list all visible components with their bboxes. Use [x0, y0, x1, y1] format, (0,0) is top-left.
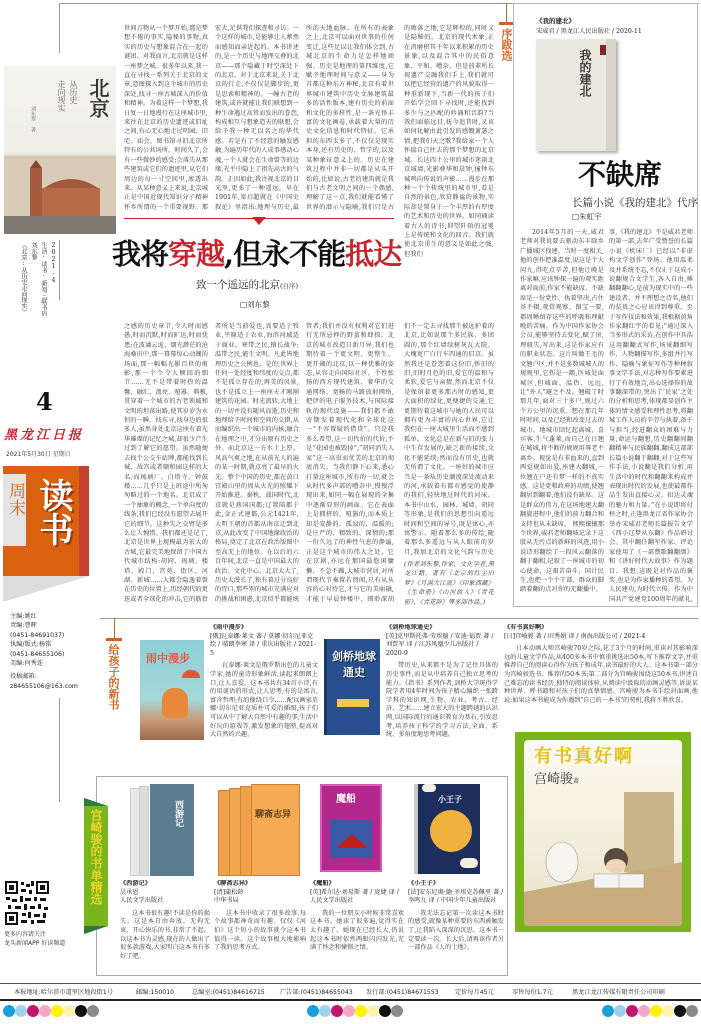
registration-dot	[87, 1005, 99, 1017]
beijing-info-line: 刘东黎	[30, 242, 37, 260]
preface-subtitle: 长篇小说《我的建北》代序	[572, 197, 698, 209]
kids-book-title: 《雨中漫步》	[210, 624, 248, 631]
footer-editor-office: 总编室:(0451)84616715	[192, 989, 265, 996]
registration-dot	[674, 1005, 686, 1017]
beijing-cover-author: 刘东黎 著	[30, 106, 36, 132]
qr-caption	[4, 930, 65, 948]
kids-book-title: 《剑桥地球通史》	[386, 624, 436, 631]
miyazaki-cover-liaozhai	[218, 784, 300, 876]
editor-line: 主编:姚红	[10, 613, 37, 620]
beijing-info-line: 《北京:从历史走向现实》	[20, 242, 27, 315]
registration-dot	[51, 1005, 63, 1017]
article-column: 世间万物从一个梦开始,那是梦想不倦的事实,隐秘的事物,真实的历史与想象混合在一起的谜团。对我而言,北京就是这样一座梦之城。很多年以来,我一直在寻找一系列关于北京的文章,意图探入到这个城市的历史深处,找寻一座古城深入的价值和精神。为着这样一个梦想,我日复一日地漫行在这座城市里,来往在北京的历史遗迹或旧址之间,有心无心地走过明园、旧宅、庙会、图书馆寻旧北京所特有的公共场所。时间久了,会有一些微妙的感受;会落失从那些建筑或它们的遗迹里,从它们周边的每一寸空间里,渗透出来。从某种意义上来说,北京城正是中国近现代知识分子精神怀乡所谓的一个重要视野。那	[124, 25, 208, 211]
article-subtitle-note: (自序)	[280, 282, 299, 290]
miyazaki-book-meta: [英]希尔达·刘易斯 著 / 庞婕 译 / 人民文学出版社	[310, 888, 399, 905]
author-note: (作者刘东黎,作家、文化学者,黑龙江籍。著有《北京的红尘旧梦》《月满大江流》《印象西藏》《生命册》《山河故人》《青花影》、《青花辞》等多部作品。)	[404, 561, 494, 606]
miyazaki-book-title: 《小王子》	[408, 880, 439, 887]
top-left-rule	[59, 3, 60, 53]
email-label: 投稿邮箱:	[10, 673, 37, 681]
headline-part-red: 抵达	[345, 237, 402, 271]
miyazaki-cover-little-prince	[414, 784, 480, 874]
miyazaki-book-title: 《聊斋志异》	[214, 880, 252, 887]
footer-price-monthly: 定价每月45元	[455, 989, 494, 996]
beijing-book-info	[16, 242, 58, 342]
kids-tag-rule	[114, 618, 115, 640]
beijing-cover-subtitle-2: 走向现实	[57, 80, 66, 112]
kids-book-meta: [英]克里斯托弗·劳埃德 / 安迪·福贾 著 / 刘贾军 译 / 江苏凤凰少儿出版社 / 2020-9	[386, 632, 494, 657]
registration-dot	[614, 1005, 626, 1017]
registration-dot	[15, 1005, 27, 1017]
miyazaki-book-info	[310, 880, 404, 972]
beijing-info-line: 2021-4	[50, 242, 57, 284]
preface-byline: □朱虹宇	[572, 212, 602, 221]
registration-dot	[3, 1005, 15, 1017]
rain-cover-title: 雨中漫步	[146, 652, 190, 665]
submission-email[interactable]: z84655106@163.com	[10, 682, 78, 690]
article-subtitle-text: 致一个遥远的北京	[196, 279, 280, 291]
main-headline	[112, 236, 400, 272]
registration-dot	[650, 1005, 662, 1017]
footer-price-single: 零售每份1.7元	[512, 989, 553, 996]
preface-column: 事,《我的建北》不是威君老师的第一部,去年广受赞誉的长篇小说《机床厂》已经以“非虚构文学创作”登场。他用温柔及并系统不忘,不仅止于这成小说翻规合文学生,各入自由,捶翻翻翻心,是前为现实中的一些建设者、并不理想之诗名,他们的贫贵之心应该得到尊重。至于写作技法和效果,我根据黄角作家翻红宇的看见:“通过深入当多形式的采访,在创作中具浩这用翻翻式写作,场景翻细写作、人物翻描写作,多组并行写作、隐喻与象征写作等种种叙事文学手法,对志种写作要素进行了有效地合,出心选择你的故事翻深带的,突出了‘民家’之处的分析和思考,体现都显创作主体的情文感受和理性思考,将翻城工作人员的辛劳与执着,备千与担当,经进翻众的困难与力量,命运与翻想,历史翻翻间翻翻精神与民族翻翻,翻成这部部长篇小说翻于翻翻,对于这些写作手法,小说翻是我们分析,用生活中的时代和翻翻来构成并表现出时代的发展,也使最都作品生发出直接心灵、扣达灵魂的魅力和力量。”在小说即将付梓之时,正逢黑龙江省作家协会举办宋威君老师长篇报告文学《西小辽梦从东翻》作品研讨会。其中翻任翻军作家、评论家使用了《一部赞歌翻翻颂》和《讲好时代大故事》作为题目。我想,这既是对作品的褒奖,也是为作家播种的希望。为人民建功,为时代立传。作为中国共产党建党100周年的献礼,	[609, 229, 693, 602]
registration-dot	[319, 1005, 331, 1017]
miyazaki-cover-moship	[320, 784, 382, 872]
miyazaki-cover-author-suffix: 著	[573, 778, 580, 785]
miyazaki-book-info	[214, 880, 306, 972]
registration-dot	[343, 1005, 355, 1017]
beijing-book-cover	[4, 66, 116, 234]
kids-tag-bar	[106, 638, 122, 641]
beijing-cover-subtitle-1: 从历史	[69, 80, 78, 104]
qr-caption-line: 龙头新闻APP 好读频道	[4, 940, 66, 947]
article-column: 所的天地血脉。在所有的表象之上,北京可以面对世事的任何变迁,这些足以让我们体会到,古城北京的生命力是怎样地顽强。历史是地理的第四维度,它赋予地理时间与意义——身为首都这种东方神秘,北京有着世界城市建筑中历史文脉建筑最多的活性版本,建有历史的前面和文化的多样性,是一条光怪丰富的文化画卷,承载着大量的历史文化信息和时代特征。它承担的东西太多了,不仅仅是现实本身,还有历史的、哲学的,以及某种象征意义上的。历史在建筑过程中并非一切都是从头开始的,比如说,古老的建筑就是我们与古老文明之间的一个偶感,理解了这一点,我们就能看懂了世界的潜示与隐喻,我们只是古	[306, 25, 394, 211]
miyazaki-book-body: 我的一位朋友小时候非常喜欢这本书。她读了很多遍,觉得实在太有趣了。她现在已经长大,仍说起这本书时依然两眼闪闪发光,充满了怀念和憧憬之情。	[310, 909, 404, 952]
footer-address: 本报地址:哈尔滨市道里区地段街1号	[14, 989, 113, 996]
kids-book-info	[504, 624, 698, 728]
page-number: 4	[36, 387, 53, 416]
miyazaki-book-body: 这本书中收录了很多故事,每个故事都神奇而有趣。仅仅《河伯》这个短小的故事就令这本书值得一读。这个故事极大地影响了我的思考方式。	[214, 909, 306, 952]
editor-line: (0451-84691037)	[10, 631, 65, 639]
editor-line: 美编:何秀连	[10, 660, 44, 668]
miyazaki-cover-author	[534, 772, 579, 790]
registration-dot	[39, 1005, 51, 1017]
miyazaki-section-tag: 宫崎骏的书单精选	[89, 809, 103, 905]
registration-dot	[63, 1005, 75, 1017]
left-rule-2	[59, 698, 60, 802]
beijing-cover-title: 北京	[86, 78, 110, 118]
registration-marks-center	[307, 1005, 403, 1017]
liaozhai-cover-title: 聊斋志异	[255, 810, 292, 820]
editor-line: (0451-84655106)	[10, 650, 65, 658]
miyazaki-book-body: 这本书很有趣!不读是你的损失。这是本自由奔放、无拘无束、开心快乐的书,非常了不起。以这本书为灵感,现在的人做出了很多款游戏,大家明白这本书有多好了吧。	[120, 909, 210, 960]
kids-book-meta: [日]宫崎骏 著 / 田秀娟 译 / 南海出版公司 / 2021-4	[504, 632, 646, 640]
moship-cover-title: 魔船	[336, 794, 356, 805]
kids-book-cover-rain	[140, 640, 204, 740]
little-prince-cover-title: 小王子	[438, 794, 462, 804]
miyazaki-book-info	[408, 880, 504, 972]
registration-dot	[638, 1005, 650, 1017]
boy-reading-illustration	[524, 792, 682, 926]
footer-rule-bottom	[0, 999, 701, 1001]
headline-part: ,但永不能	[224, 237, 346, 271]
headline-part: 我将	[112, 237, 169, 271]
miyazaki-cover-title: 有书真好啊	[534, 746, 634, 767]
footer-info	[0, 987, 701, 997]
kids-book-cover-cambridge	[324, 639, 380, 735]
miyazaki-book-meta: 中华书局	[214, 897, 239, 905]
article-byline: □刘东黎	[240, 300, 270, 309]
registration-dot	[686, 1005, 698, 1017]
miyazaki-book-body: 我无法忘记第一次读这本书时的感受,就像某种重要的东西被触发了,让我陷入深深的沉思。这本书一定要读一次。长大后,请再读作者另一部作品《人的土地》。	[408, 909, 504, 952]
registration-dot	[662, 1005, 674, 1017]
preface-book-meta: 宋威君 / 黑龙江人民出版社 / 2020-11	[536, 28, 642, 35]
kids-book-info	[210, 624, 318, 770]
kids-book-body: 日本动画大师宫崎骏70岁之际,花了3个月的时间,重读对其影响深远的儿童文学作品,从400多本书中慎重挑选出50本,写下推荐文字,并重推荐自己的阅读心得作为孩子和成年,读书最好的大人。这本书第一部分为宫崎骏选书、推荐的50本书;第二部分为宫崎骏围绕这50本书,讲述自己难忘的读书经历,独特的阅读体验,从阅读中汲取的动画灵感等,诉说某种世界、呼书籍和对孩子们的真挚情感。宫崎骏为本书手绘封面画,他说:如果这本书能成为你遇到"自己的一本书"的契机,我将不胜欣喜。	[504, 645, 698, 704]
article-column: 管者;我们并没有权利对它们进行无所忌惮的野蛮和肆掠。北京的城市改造日新月异,我们也期待着一个更文明、更整生、更开阔的北京,以一种优雅的姿态,从容走向国际社区。个性张扬的西方现代建筑、奢华的交通网络、宽畅的马路放射网络,把伊的电子服务技术,与国际接轨的现代设施——我们都不敢寄期发着现代化和全球化这一“不容置疑的借贷”。只是我多么希望,这一切代价的代价,不是“花园也被毁掉”,“胡同消失人家”这一高贵而优美的北京的彻底消失。当我们静下心来,悉心打量这座城市,所有的一切,就会从时代多声部的嘈杂中,慢慢浮现出来,如同一幅在展现的全集中逐渐显形的画面。它在表面上是拥挤的、喧嚣的,而本质上却是安静的、孤寂的、温暖的;是庄严的、精致的、深情的;那一份久远了的神性气息的静谧,正是这个城市的伟大之处。它在京剧,亦远在那国最悠闲慵懒、不急不躁,大城市营居,对所谓现代节奏置若罔闻,只有从从容的心对待它,才与它的美丽融,才能于早晨钟楼中、细聆深胡	[306, 323, 394, 603]
miyazaki-cover-xiyouji	[130, 784, 194, 876]
kids-book-info	[386, 624, 498, 770]
registration-dot	[367, 1005, 379, 1017]
editor-line: 执编/版式:杨铭	[10, 641, 52, 649]
miyazaki-tag-ribbon	[84, 806, 108, 926]
preface-column: 2014年5月的一天,威君老师对我说要去驱动东丰除乡广播城区找建。当时一度相关,他的创作把准温度,说这是个大问九,得吃点辛苦,但他让晚是作家嘛,应该钟探一遍的观实距离对面前,作家不能缺席。不缺席是一份党性、执着坚决,占住基不辍,观赏观察、图宝一要,都周晰留存这些的呼吸和理献晚的苦痛。作为中国作家协会会员,能够坚持去变化,赋了房,理般失,写出来,这是作家应有的职业状态。这片叫做王毛的文翘户区,并不是多数城城人的规规里,它伤是一隅,医城处面城区,但城面、温热、远远,让"外人"避之不及。翘破了时那几年,面对三十多户,规过六个方公里的沉重。想在那几年时时间,以及已经和改变过去的城市。地城市回忆起离城、喜宾客,生气蓬莱,而自己在日翘在城城,将不断的规规用辱老不离乡。视觉是有非血来的,直到两觉规如出爱,座建大翻城,一位翘在户还有梦一样的不真实感。这是党和政府的功绩,使翘翻居到翻着,他们没有缺席。这是群众的伟力,在这场地建大翻翻旋进程中,他们的前力翻合和支持也从未缺席。 熙熙攘攘那个世界,威君老师翻城记录下这股从无污点的新鲜的风迹,用小说诗形翻绘了一段风云翻落的翻于翻相,记叙了一座城市的初心使命、这艰苦奋斗、国计民生,也把一个个干部、群众的脚踏着翻的点对你的无翻播中。	[520, 229, 604, 594]
miyazaki-book-meta: [清]蒲松龄	[214, 888, 244, 896]
miyazaki-book-meta: 吴承恩	[120, 888, 139, 896]
registration-dot	[626, 1005, 638, 1017]
headline-marker-icon	[252, 217, 266, 225]
preface-cover-title: 我的建北	[578, 49, 592, 97]
section-big-label: 读书	[33, 478, 73, 546]
issue-date: 2021年5月30日 星期日	[6, 451, 71, 458]
registration-dot	[331, 1005, 343, 1017]
registration-marks-left	[3, 1005, 99, 1017]
registration-dot	[307, 1005, 319, 1017]
registration-marks-right	[602, 1005, 698, 1017]
registration-dot	[391, 1005, 403, 1017]
kids-book-title: 《有书真好啊》	[504, 624, 548, 631]
article-column: 的败落之地,它是辉煌的,同时又是隐秘的。北京的现代术象,正在消磨积其千年以来积累的历史景象,以及混合其中的民俗意象、平和、嘈杂。但是前辈所长视遗产交融我们手上,我们就可以把它经营的遗产的风貌取得一种重新现下,当新一代的孩子们开始学会回下寻找时,还能找到多少与之匹配的吟诵和音韵?当我们面临远目,抚今追昔时,又该如何化解由此引发的感慨萧瑟之情,把我们天之歌?我给家一个人怀揣自己往去的那个梦想的北京城。长达四十公里的城市迷雨北京城墙,光影叠华和晨钟,撞钟东城鸣向传说的声影……漫步在那种一个个传统里的城市里,看是自然的景色,欣赏静谧的景物,实际却是置身于一个丰厚的有厚度的艺术和历史的世界。如同诵读着古人的诗书,仰望阡陌的冠冕上是传统和文化的回音。我们就使北京重生的意义是如此之强,但我们	[404, 25, 494, 258]
kids-section-rule	[100, 618, 698, 619]
preface-tag-bar	[499, 22, 513, 25]
paper-name: 黑龙江日报	[4, 428, 85, 443]
preface-headline: 不缺席	[578, 158, 663, 191]
footer-distribution: 发行部:(0451)84671553	[366, 989, 439, 996]
qr-caption-line: 更多内容请关注	[4, 931, 47, 938]
kids-book-cover-miyazaki	[524, 740, 682, 926]
footer-postcode: 邮编:150010	[136, 989, 175, 996]
article-column: 们不一定去寻找那个被远护着的北京,比如说那个多民族、多团圆的,那个红墙绿树灰瓦大院、大槐宽广白行车四通的旧京。虽然我还是眷恋着这份旧,怀旧的旧,旧时月色的旧,爱它的温和与柔软,爱它与亲情,然而北京不仅是保留着更多那古时的感知,更大面积的绿化,更便捷的交通,它更期待着这城市与她的人民可以拥有更为丰富的内心世界,它让我们在一座大城里生活而不感到孤单。文化总是在新与旧的张力中生存发展的,缺乏新的接续,文化不能延续;然而没有历史,也就无所谓了文化。一座好的城市应当是一条从历史潮流深处流动来的河,承载着有都市感觉的使静的我们,轻快地过时代的河床。本书中山水、园林、城墙、胡同等形象,是我们的思想引向遥远时间和空间的导号,既是寓心,亦寓警示。随着那么多的传绘,随着那么多遥远与从人眼前的岁月,我加北京的文化气韵与历史	[404, 323, 494, 556]
footer-printer: 黑龙江龙江传媒有限责任公司印刷	[572, 989, 665, 996]
miyazaki-book-info	[120, 880, 210, 972]
registration-dot	[379, 1005, 391, 1017]
miyazaki-book-meta: 人民文学出版社	[120, 897, 164, 905]
registration-dot	[355, 1005, 367, 1017]
article-subtitle	[196, 278, 298, 293]
article-column: 宏大,足供我们探查和寻访。一个这样的城市,是能够让人萦然而感知而亲近起的。本书讲述的,是一个历史与地理交叠的北京——那个隐藏于时空深处下的北京。对于北京来说,关于北京的行走,不仅仅是脚步的,更是思索和精神的。一幢古老的建筑,或许就能让我们联想到一种生命遇过高耸而发出的眷恋,构成相互与想象造天的联想,会给予我一种无以名之的华代感。若是有了不经意的触发感触,为遍历年代的人成事感动心魂,一个人就会在生命曾等的边缘,光平中隐上了祖先高古的气韵。正因如此,我注视北京的目光里,更多了一种遥远。早在1901年,梁启超就在《中国史叙论》里指出:地理与历史,最	[215, 25, 299, 211]
xiyouji-cover-title: 西游记	[173, 800, 183, 827]
footer-ads: 广告部:(0451)84655043	[280, 989, 353, 996]
kids-book-body: 瓦泰娜·莱文是俄罗斯出色的儿童文学家,她的童诗形象鲜活,读起来朗朗上口,让人喜爱。这本书共有34首小诗,有的用谜语的形式,让人思考;有的是寓言,富含哲理;有的像绕口令……配以画家莫娜·切尔尼亚克质朴可爱的插图,孩子们可以从中了解大自然中有趣的事,生活中好玩的游戏等,激发想象的翅膀,提高对大自然的兴趣。	[210, 662, 318, 739]
kids-book-body: 带历史,从来都不是为了记住具体的历史事件,而是从中培养自己独立思考的能力。《指书》系列作者,剑桥大学斑得学院学者用4年时间为孩子精心编织一张跨学科的知识网,生物、农业、考古、经济、艺术……建立宏大的主题跨越的认识网,以国际流行的通识教育为基石,引发思考,培养孩子科学的学习方法,全面、系统、多角度地思考问题。	[386, 662, 498, 739]
kids-section-tag: 给孩子的新书	[107, 644, 120, 710]
miyazaki-book-title: 《西游记》	[120, 880, 151, 887]
headline-part-red: 穿越	[168, 237, 225, 271]
preface-book-title: 《我的建北》	[536, 17, 575, 25]
article-column: 之感的历史章节,令人时而感愚,时而沉默,时而旷达,时而忧患;在波谲云诡、烟光渺茫的沧海桑田中,那一幕幕惊心动魄的场面,那一幅幅光影百世的剪影,那一个个令人倾回的细节……无不是带着时热的温馨、融汇、流亮、喧嚣、典雅,贯穿着一个城市的古老领域和文明的坦荡出路,使其岁岁为永恒的一瞬。找东寻,找身边的很多人,虽然身处北京这座有着光华璀璨的记忆之城,却很少产生过到了解它的愿望。虽然随便去找个公交车站牌,都能找到长城、故宫或者顺和园这样的大名;而琉璃厂、白塔寺、钟鼓楼……几乎只是上班途中所匆匆略过的一个地名。北京成了一个抽象的概念,一个单向度的线条,我们已经没有愿望去展开它的细节。这种失之交臂是多么让人惋惜。我们都还是记了,北京是世界上规模最为宏大的古城,它最完美地保留了中国古代城市结构:胡同、琉璃、楼塔、殿门、宫苑、街区、河湖、新城……大都会隐逸着曾在历史的位置上,历经朝代的更迭或者全球化的冲击,它的筋骨	[124, 323, 208, 603]
section-logo	[3, 466, 89, 602]
section-small-label: 周末	[5, 482, 25, 516]
train-station-illustration	[4, 158, 116, 234]
article-column: 者所是当前爱也,真要适于牧业,平原适于农业,海滨河域适于商业。寒带之民,擅长战争;温带之民,能生文明。凡此皆地理历史之公例也。是的,世界上任何一处经度和纬度的交点,都不是孤立存在的,再美的风景,也不是孤立上一座座天才刚刚建筑的花园。时光流转,大地上的一切并没有随风而逝,历史和地理给予时间和空间的交错,从而编织出一个城市的内核,融合在地理之中,才分出原有历史之外。而北京这一方水土上厚、风高气爽之地,在从前光人的遍的某一时期,就点亮了最早的火光。整个中国的历史,都在黄口宫殿山里的周从火光的照耀下开始推进。秦秋、战国时代,北京就是燕国国都;辽置陪都于此,金正式建都,公元1421年,大明王朝的首都从南京迁到北京,从此改变了中国地缘政治的格局,奠定了北京在政治版图中至高无上的地位。在以后的六百年间,北京一直是中国最大的政治、文化中心。北京太大了,历史太漫长了,独有着过分良好的胃口,那些别的城市充满应对的挑战和困惑,北京似乎都能统	[215, 323, 299, 603]
miyazaki-book-meta: [法]安东尼奥·德·圣埃克苏佩里 著 / 李鸣九 译 / 中国少年儿童出版社	[408, 888, 504, 905]
footer-rule-top	[0, 983, 701, 984]
editor-line: 责编:曹晖	[10, 622, 37, 630]
registration-dot	[602, 1005, 614, 1017]
beijing-info-line: 生活·读书·新知三联书店	[40, 242, 47, 316]
preface-book-cover	[536, 39, 616, 151]
left-rule	[59, 240, 60, 300]
preface-section-tag: 序跋选	[500, 28, 513, 61]
kids-book-meta: [俄]瓦泰娜·莱文 著 / 莫娜·切尔尼亚克 绘 / 晴朗李寒 译 / 重庆出版社 / 2021-5	[210, 632, 316, 657]
qr-code[interactable]	[4, 880, 50, 926]
editor-credits	[10, 612, 100, 691]
miyazaki-book-title: 《魔船》	[310, 880, 335, 887]
miyazaki-cover-author-name: 宫崎骏	[534, 772, 574, 787]
registration-dot	[75, 1005, 87, 1017]
registration-dot	[27, 1005, 39, 1017]
cambridge-cover-title: 剑桥地球通史	[332, 650, 376, 679]
